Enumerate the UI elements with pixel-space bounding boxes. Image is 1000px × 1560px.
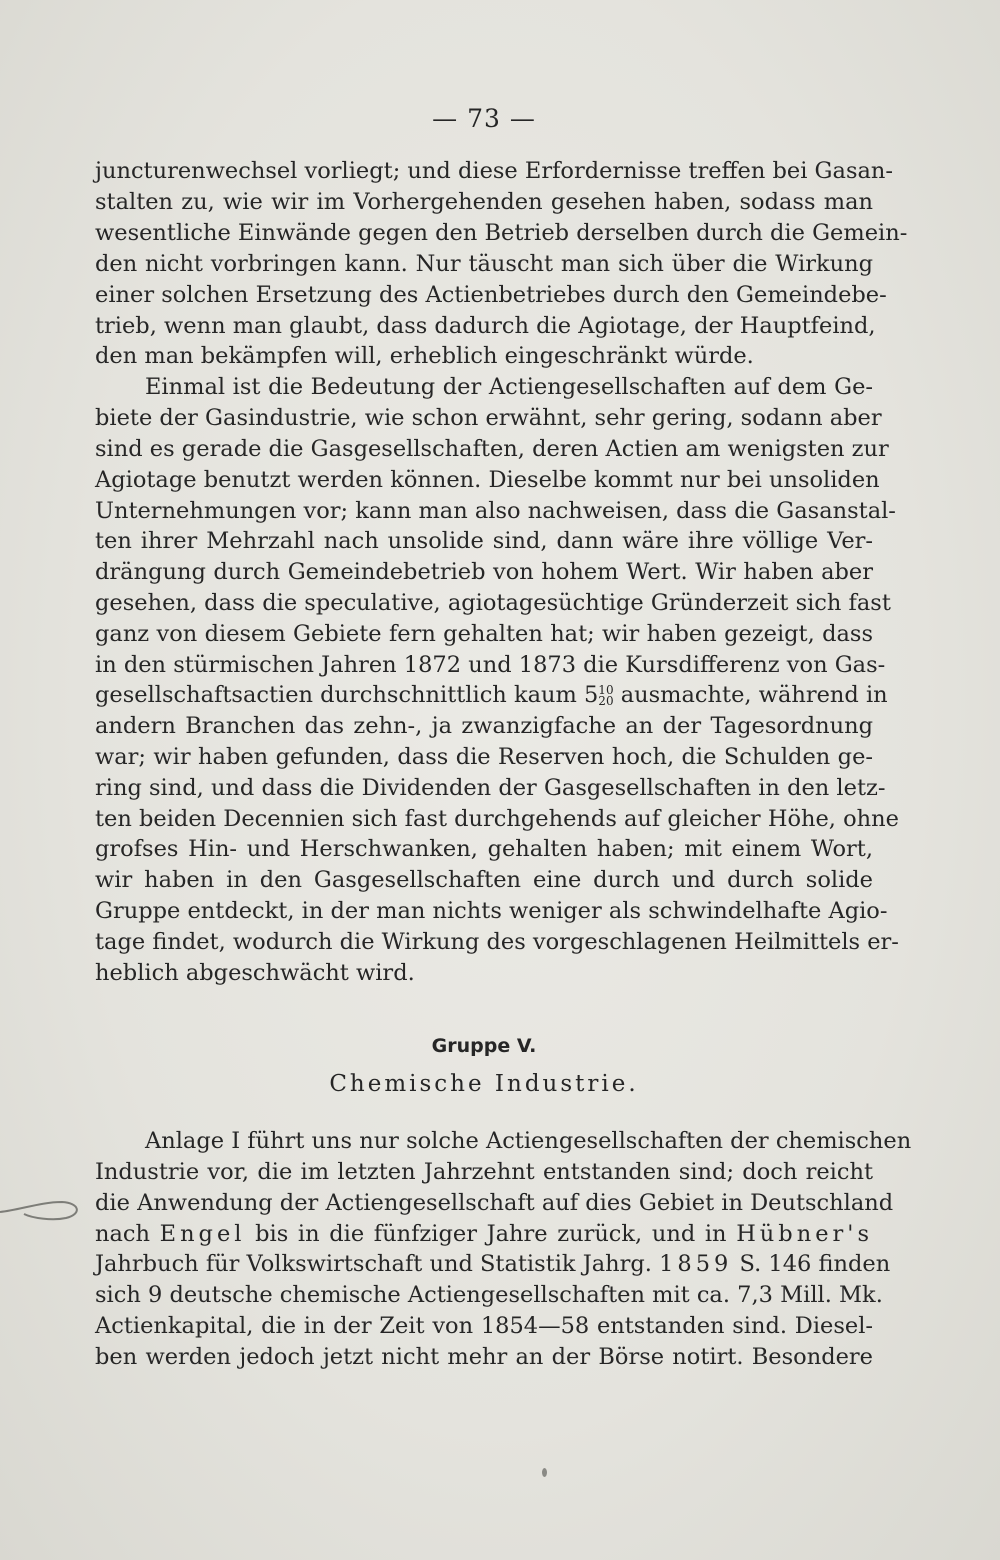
text-line: Actienkapital, die in der Zeit von 1854—58 entstanden sind. Diesel-	[95, 1313, 873, 1339]
text-segment: gesellschaftsactien durchschnittlich kaum 5	[95, 682, 599, 708]
text-line: den nicht vorbringen kann. Nur täuscht man sich über die Wirkung	[95, 251, 873, 277]
text-line: ganz von diesem Gebiete fern gehalten hat; wir haben gezeigt, dass	[95, 621, 873, 647]
text-line: Gruppe entdeckt, in der man nichts weniger als schwindelhafte Agio-	[95, 898, 888, 924]
text-line: drängung durch Gemeindebetrieb von hohem Wert. Wir haben aber	[95, 559, 873, 585]
text-line: Unternehmungen vor; kann man also nachweisen, dass die Gasanstal-	[95, 498, 896, 524]
page-number: — 73 —	[432, 104, 536, 133]
text-line: in den stürmischen Jahren 1872 und 1873 die Kursdifferenz von Gas-	[95, 652, 886, 678]
fraction-denominator: 2	[598, 694, 606, 708]
text-segment: bis in die fünfziger Jahre zurück, und in	[245, 1221, 737, 1247]
text-line: stalten zu, wie wir im Vorhergehenden gesehen haben, sodass man	[95, 189, 873, 215]
text-line: Agiotage benutzt werden können. Dieselbe kommt nur bei unsoliden	[95, 467, 880, 493]
text-line: ten beiden Decennien sich fast durchgehends auf gleicher Höhe, ohne	[95, 806, 899, 832]
text-line-names	[95, 1219, 873, 1250]
section-heading: Gruppe V.	[431, 1035, 537, 1057]
author-name-huebner: Hübner's	[736, 1221, 873, 1247]
text-line: ten ihrer Mehrzahl nach unsolide sind, dann wäre ihre völlige Ver-	[95, 528, 873, 554]
text-segment: Jahrbuch für Volkswirtschaft und Statistik Jahrg.	[95, 1251, 660, 1277]
text-segment: ausmachte, während in	[613, 682, 888, 708]
text-line: war; wir haben gefunden, dass die Reserven hoch, die Schulden ge-	[95, 744, 873, 770]
percent-bottom: 0	[605, 694, 614, 708]
fraction-numerator: 1	[598, 683, 606, 697]
text-line: Einmal ist die Bedeutung der Actiengesellschaften auf dem Ge-	[145, 374, 873, 400]
text-line: biete der Gasindustrie, wie schon erwähnt, sehr gering, sodann aber	[95, 405, 882, 431]
percent-sign	[606, 685, 614, 707]
text-line: ben werden jedoch jetzt nicht mehr an der Börse notirt. Besondere	[95, 1344, 873, 1370]
fraction-half	[598, 685, 606, 707]
text-segment: S. 146 finden	[732, 1251, 891, 1277]
text-line: trieb, wenn man glaubt, dass dadurch die Agiotage, der Hauptfeind,	[95, 313, 876, 339]
text-line: Industrie vor, die im letzten Jahrzehnt entstanden sind; doch reicht	[95, 1159, 873, 1185]
text-line: sich 9 deutsche chemische Actiengesellschaften mit ca. 7,3 Mill. Mk.	[95, 1282, 883, 1308]
text-line: andern Branchen das zehn-, ja zwanzigfache an der Tagesordnung	[95, 713, 873, 739]
text-line: grofses Hin- und Herschwanken, gehalten haben; mit einem Wort,	[95, 836, 873, 862]
text-line: tage findet, wodurch die Wirkung des vorgeschlagenen Heilmittels er-	[95, 929, 899, 955]
text-line-fraction	[95, 680, 888, 711]
text-line: Anlage I führt uns nur solche Actiengesellschaften der chemischen	[145, 1128, 912, 1154]
year-spaced: 1859	[659, 1251, 733, 1277]
pencil-margin-mark	[0, 1196, 90, 1232]
section-title: Chemische Industrie.	[329, 1071, 639, 1097]
ink-spot	[542, 1468, 547, 1477]
text-line: wesentliche Einwände gegen den Betrieb derselben durch die Gemein-	[95, 220, 908, 246]
author-name-engel: Engel	[159, 1221, 246, 1247]
text-line: juncturenwechsel vorliegt; und diese Erfordernisse treffen bei Gasan-	[95, 158, 893, 184]
text-line: gesehen, dass die speculative, agiotagesüchtige Gründerzeit sich fast	[95, 590, 891, 616]
text-line: sind es gerade die Gasgesellschaften, deren Actien am wenigsten zur	[95, 436, 889, 462]
percent-top: 0	[605, 683, 614, 697]
text-segment: nach	[95, 1221, 160, 1247]
text-line: wir haben in den Gasgesellschaften eine durch und durch solide	[95, 867, 873, 893]
text-line-year	[95, 1249, 891, 1280]
text-line: heblich abgeschwächt wird.	[95, 960, 415, 986]
text-line: die Anwendung der Actiengesellschaft auf dies Gebiet in Deutschland	[95, 1190, 894, 1216]
text-line: den man bekämpfen will, erheblich eingeschränkt würde.	[95, 343, 754, 369]
text-line: einer solchen Ersetzung des Actienbetriebes durch den Gemeindebe-	[95, 282, 887, 308]
text-line: ring sind, und dass die Dividenden der Gasgesellschaften in den letz-	[95, 775, 886, 801]
